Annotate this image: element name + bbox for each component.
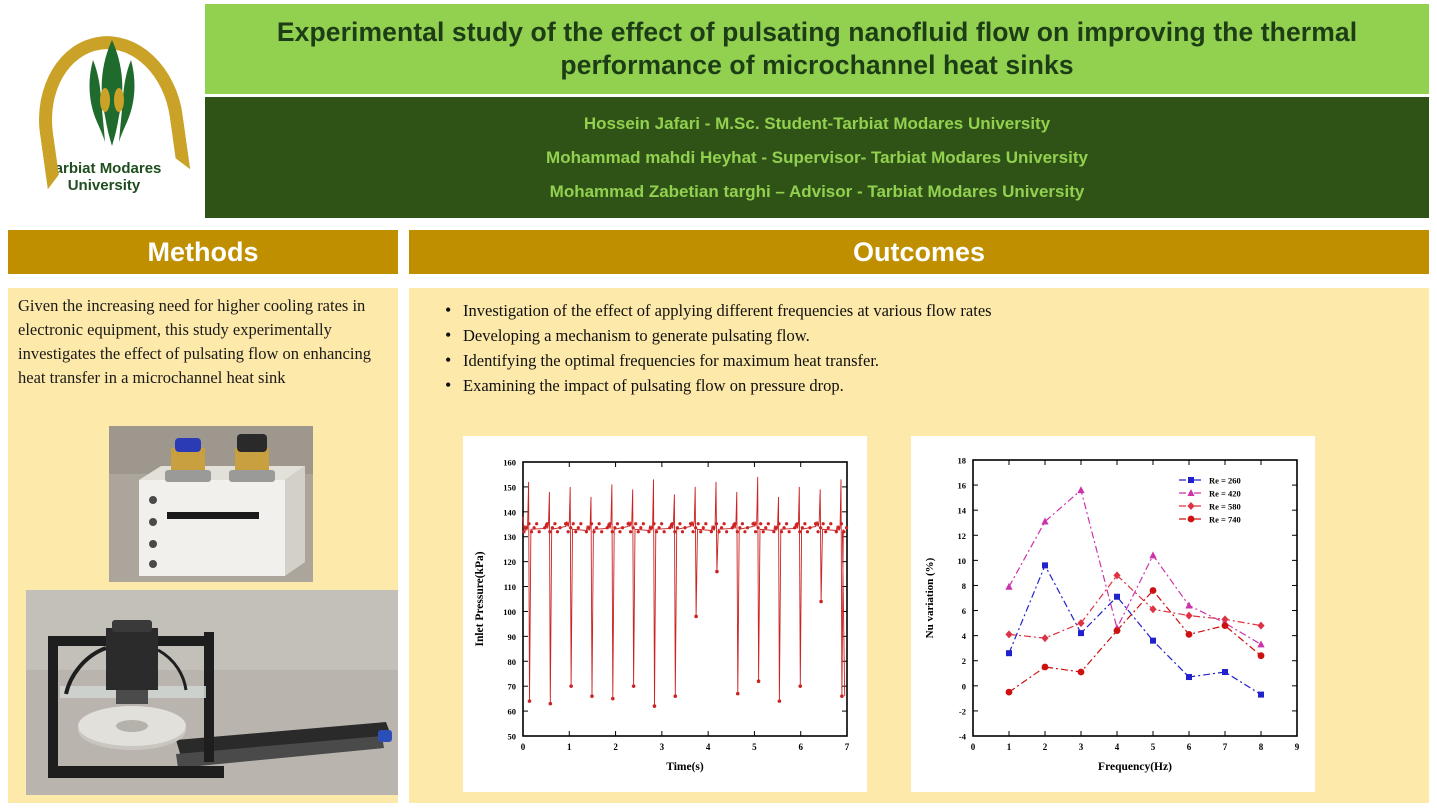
svg-text:1: 1 [567,742,572,752]
svg-text:140: 140 [503,507,516,518]
svg-text:0: 0 [970,742,976,752]
svg-text:70: 70 [507,681,516,692]
svg-text:12: 12 [957,530,966,541]
section-header-outcomes: Outcomes [409,230,1429,274]
svg-text:-2: -2 [958,706,966,717]
svg-text:Re = 580: Re = 580 [1209,501,1241,512]
svg-text:90: 90 [507,631,516,642]
authors-bar [205,97,1429,218]
methods-panel [8,288,398,803]
svg-text:6: 6 [1186,742,1192,752]
list-item: • Developing a mechanism to generate pulsating flow. [425,325,1413,347]
svg-text:50: 50 [507,731,516,742]
chart-inlet-pressure [463,436,867,792]
svg-text:1: 1 [1006,742,1012,752]
section-header-methods: Methods [8,230,398,274]
svg-text:8: 8 [961,580,966,591]
svg-text:7: 7 [1222,742,1228,752]
svg-text:2: 2 [961,656,966,667]
chart-nu-variation [911,436,1315,792]
svg-text:16: 16 [957,480,966,491]
microchannel-heat-sink-photo [109,426,313,582]
svg-text:Re = 740: Re = 740 [1209,514,1241,525]
svg-text:3: 3 [659,742,665,752]
svg-text:10: 10 [957,555,966,566]
svg-text:Time(s): Time(s) [666,761,704,773]
svg-text:120: 120 [503,557,516,568]
poster-title-bar [205,4,1429,94]
svg-text:4: 4 [705,742,711,752]
svg-text:8: 8 [1258,742,1264,752]
svg-text:160: 160 [503,457,516,468]
svg-text:6: 6 [798,742,803,752]
svg-text:2: 2 [613,742,618,752]
svg-text:7: 7 [844,742,850,752]
experimental-setup-photo [26,590,398,795]
author-line-3: Mohammad Zabetian targhi – Advisor - Tarbiat Modares University [549,181,1085,201]
svg-text:14: 14 [957,505,966,516]
svg-text:Nu variation (%): Nu variation (%) [924,557,936,639]
svg-text:Frequency(Hz): Frequency(Hz) [1098,761,1172,773]
svg-text:18: 18 [957,455,966,466]
logo-text-line1: Tarbiat Modares [46,160,162,177]
logo-leaves-icon [81,38,143,150]
svg-text:150: 150 [503,482,516,493]
svg-text:6: 6 [961,606,966,617]
author-line-2: Mohammad mahdi Heyhat - Supervisor- Tarbiat Modares University [546,147,1088,167]
university-logo [8,4,200,218]
svg-text:0: 0 [961,681,966,692]
svg-text:5: 5 [752,742,757,752]
svg-text:110: 110 [503,582,516,593]
svg-text:-4: -4 [958,731,966,742]
svg-text:130: 130 [503,532,516,543]
svg-text:4: 4 [961,631,966,642]
svg-text:80: 80 [507,656,516,667]
page-title: Experimental study of the effect of pulsating nanofluid flow on improving the thermal performance of microchannel heat sinks [276,17,1358,80]
list-item: • Investigation of the effect of applying different frequencies at various flow rates [425,300,1413,322]
svg-text:9: 9 [1294,742,1300,752]
svg-text:5: 5 [1150,742,1156,752]
logo-icon [29,28,179,158]
list-item: • Examining the impact of pulsating flow on pressure drop. [425,375,1413,397]
methods-paragraph: Given the increasing need for higher cooling rates in electronic equipment, this study experimentally investigates the effect of pulsating flow on enhancing heat transfer in a microchannel heat sink [18,296,371,387]
svg-text:Re = 420: Re = 420 [1209,488,1241,499]
outcomes-panel [409,288,1429,803]
list-item: • Identifying the optimal frequencies for maximum heat transfer. [425,350,1413,372]
svg-text:2: 2 [1042,742,1048,752]
author-line-1: Hossein Jafari - M.Sc. Student-Tarbiat Modares University [583,113,1051,133]
svg-text:100: 100 [503,606,516,617]
svg-text:4: 4 [1114,742,1120,752]
svg-text:0: 0 [520,742,526,752]
svg-text:Inlet Pressure(kPa): Inlet Pressure(kPa) [474,551,486,647]
outcomes-bullet-list [425,300,1413,397]
logo-text-line2: University [67,177,141,194]
svg-text:60: 60 [507,706,516,717]
svg-text:3: 3 [1078,742,1084,752]
svg-text:Re = 260: Re = 260 [1209,475,1241,486]
